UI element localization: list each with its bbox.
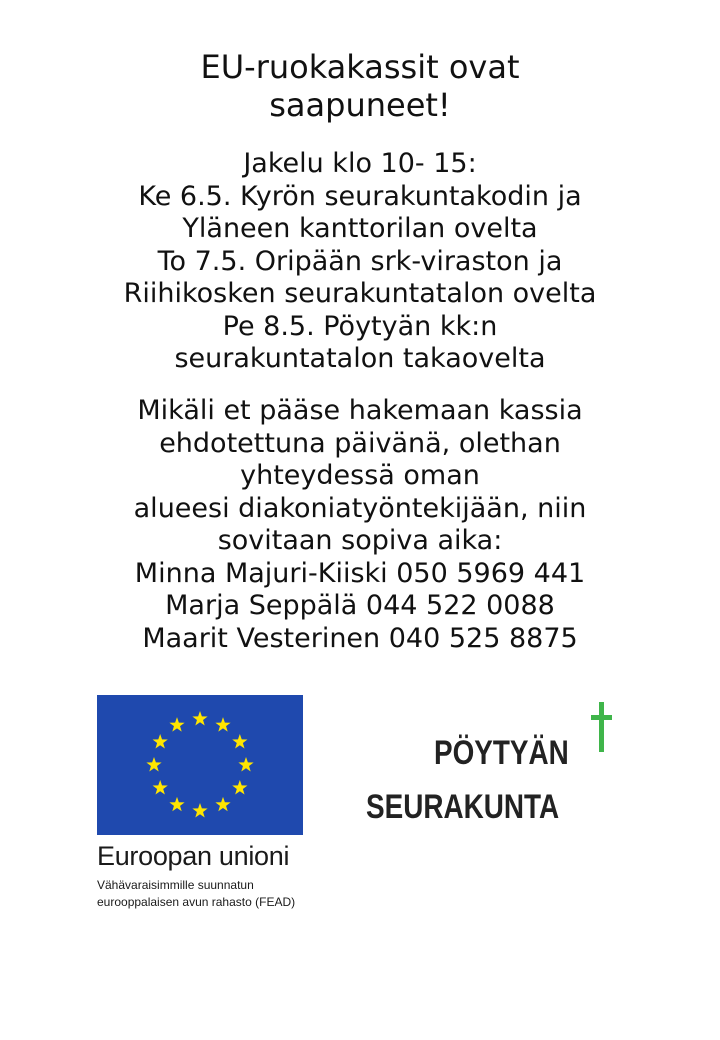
- info-line: Mikäli et pääse hakemaan kassia: [137, 395, 583, 426]
- eu-fund-line: Vähävaraisimmille suunnatun: [97, 878, 254, 892]
- eu-name: Euroopan unioni: [97, 841, 290, 871]
- eu-flag-icon: [97, 695, 303, 835]
- schedule-line: To 7.5. Oripään srk-viraston ja: [157, 245, 563, 277]
- cross-icon: [591, 702, 613, 752]
- title-line: EU-ruokakassit ovat: [200, 48, 520, 86]
- eu-logo: [97, 695, 337, 911]
- contact-line: Minna Majuri-Kiiski 050 5969 441: [134, 557, 586, 589]
- contact-info: [0, 395, 720, 655]
- schedule-line: Riihikosken seurakuntatalon ovelta: [123, 278, 597, 309]
- schedule-line: Ke 6.5. Kyrön seurakuntakodin ja: [138, 180, 582, 212]
- page-title: [0, 48, 720, 124]
- contact-line: Maarit Vesterinen 040 525 8875: [142, 622, 578, 654]
- eu-fund-description: [97, 877, 337, 911]
- parish-logo: [366, 700, 626, 830]
- info-line: yhteydessä oman: [240, 460, 480, 491]
- parish-name-line1: PÖYTYÄN: [434, 734, 569, 772]
- schedule-line: Yläneen kanttorilan ovelta: [182, 213, 538, 244]
- eu-fund-line: eurooppalaisen avun rahasto (FEAD): [97, 895, 296, 909]
- info-line: alueesi diakoniatyöntekijään, niin: [133, 492, 587, 524]
- info-line: sovitaan sopiva aika:: [217, 525, 503, 556]
- schedule-line: Pe 8.5. Pöytyän kk:n: [222, 310, 498, 342]
- schedule-line: seurakuntatalon takaovelta: [174, 343, 546, 374]
- distribution-schedule: [0, 148, 720, 376]
- info-line: ehdotettuna päivänä, olethan: [159, 427, 561, 459]
- title-line: saapuneet!: [269, 86, 451, 124]
- schedule-line: Jakelu klo 10- 15:: [243, 148, 477, 179]
- contact-line: Marja Seppälä 044 522 0088: [165, 590, 555, 621]
- parish-name-line2: SEURAKUNTA: [366, 788, 560, 826]
